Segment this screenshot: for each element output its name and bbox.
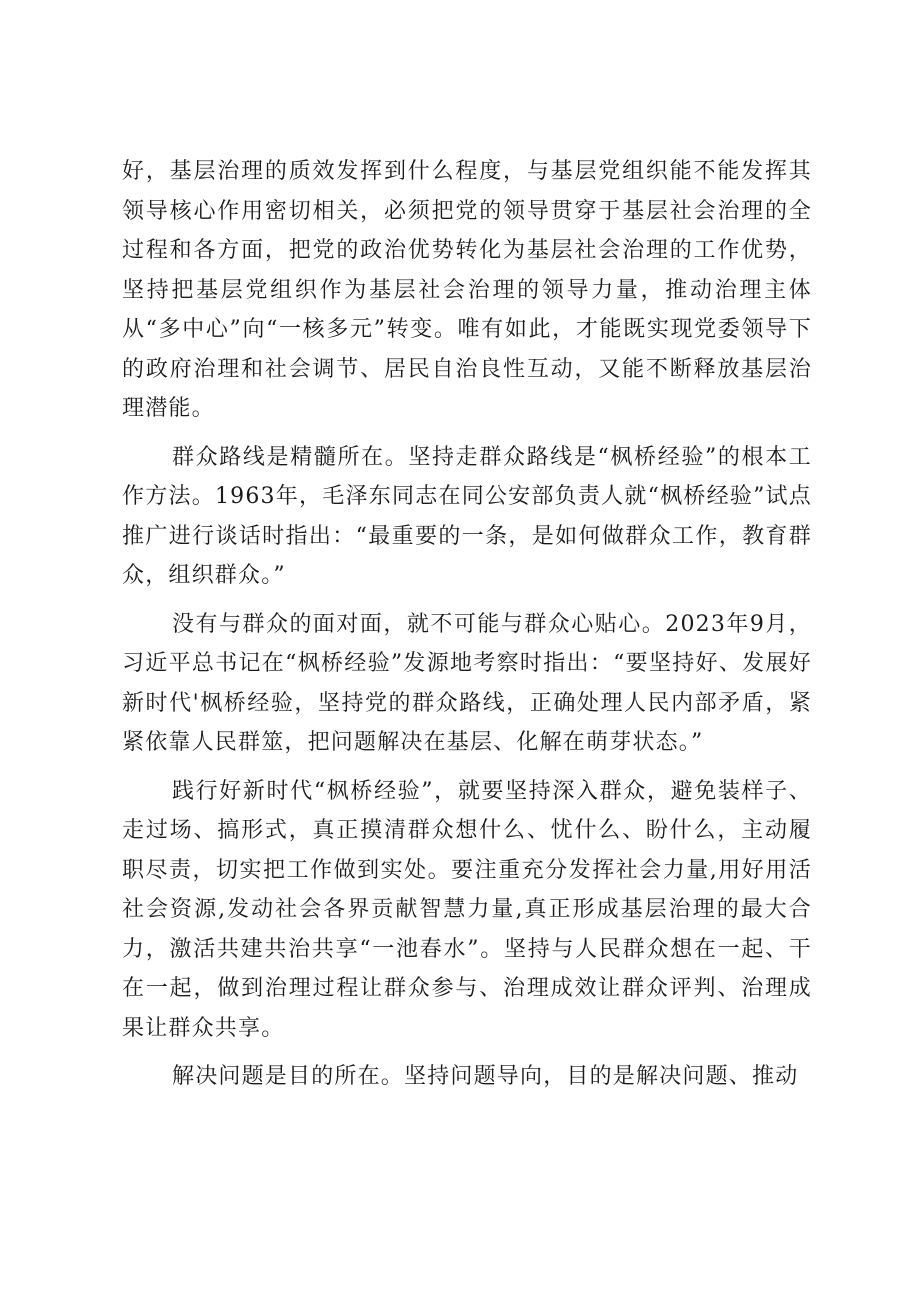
paragraph-mass-line: 群众路线是精髓所在。坚持走群众路线是“枫桥经验”的根本工作方法。1963年，毛泽东同志在同公安部负责人就“枫桥经验”试点推广进行谈话时指出：“最重要的一条，是如何做群众工作，教育群众，组织群众。” (122, 444, 812, 588)
paragraph-solve-problems: 解决问题是目的所在。坚持问题导向，目的是解决问题、推动 (172, 1064, 799, 1089)
document-body (122, 152, 812, 1106)
paragraph-face-to-face: 没有与群众的面对面，就不可能与群众心贴心。2023年9月，习近平总书记在“枫桥经验”发源地考察时指出：“要坚持好、发展好新时代'枫桥经验，坚持党的群众路线，正确处理人民内部矛盾，紧紧依靠人民群筮，把问题解决在基层、化解在萌芽状态。” (122, 611, 812, 755)
paragraph-continued: 好，基层治理的质效发挥到什么程度，与基层党组织能不能发挥其领导核心作用密切相关，必须把党的领导贯穿于基层社会治理的全过程和各方面，把党的政治优势转化为基层社会治理的工作优势，坚持把基层党组织作为基层社会治理的领导力量，推动治理主体从“多中心”向“一核多元”转变。唯有如此，才能既实现党委领导下的政府治理和社会调节、居民自治良性互动，又能不断释放基层治理潜能。 (122, 159, 812, 421)
paragraph-practice-fengqiao: 践行好新时代“枫桥经验”，就要坚持深入群众，避免装样子、走过场、搞形式，真正摸清群众想什么、忧什么、盼什么，主动履职尽责，切实把工作做到实处。要注重充分发挥社会力量,用好用活社会资源,发动社会各界贡献智慧力量,真正形成基层治理的最大合力，激活共建共治共享“一池春水”。坚持与人民群众想在一起、干在一起，做到治理过程让群众参与、治理成效让群众评判、治理成果让群众共享。 (122, 778, 812, 1041)
